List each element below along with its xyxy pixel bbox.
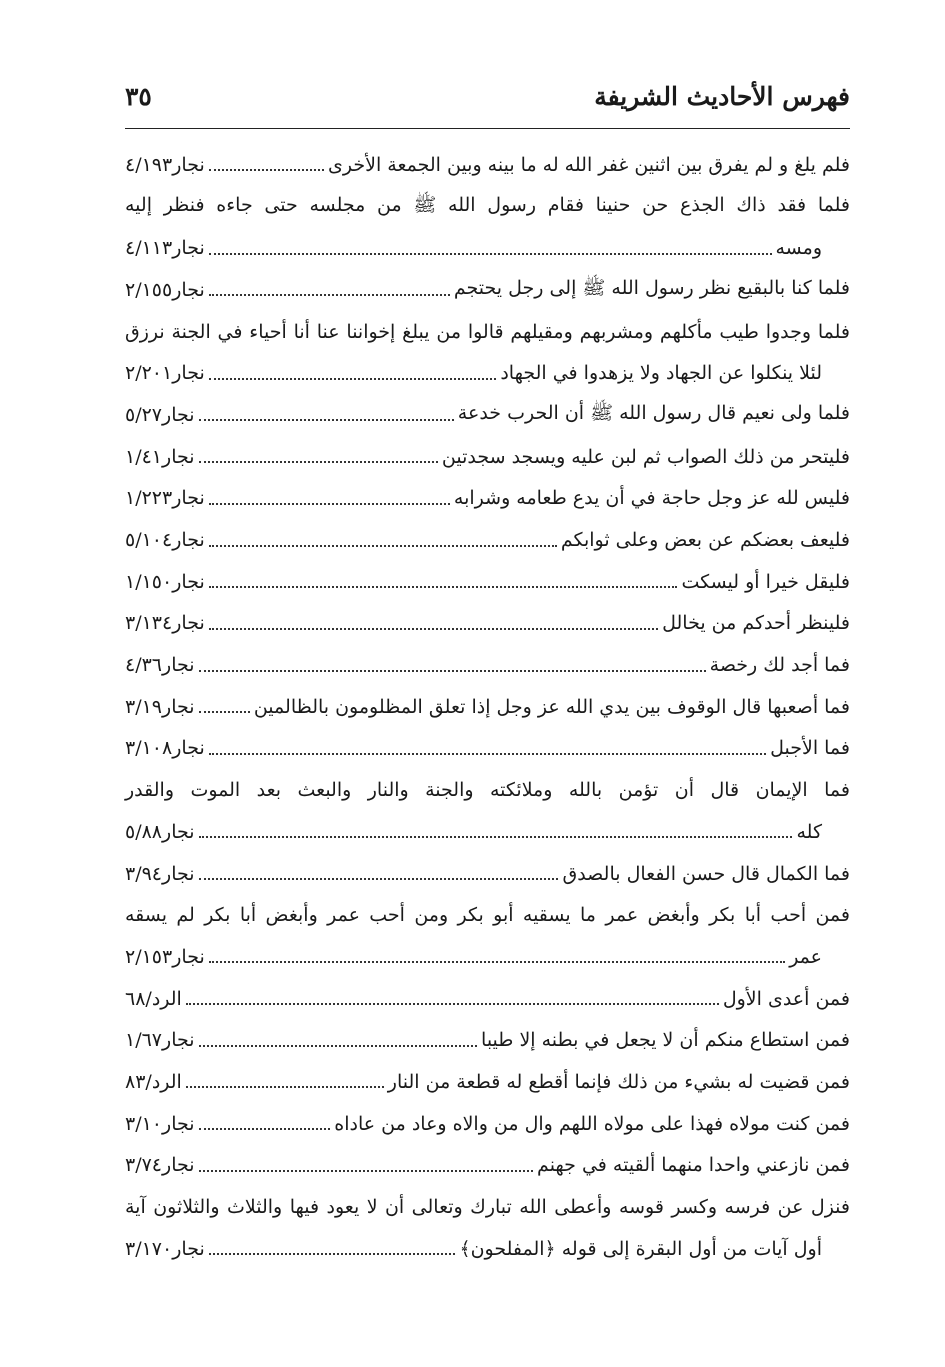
dot-leader (209, 627, 658, 630)
entry-reference: نجار٣/١٩ (125, 695, 195, 718)
index-entry (125, 561, 850, 603)
dot-leader (209, 585, 678, 588)
dot-leader (199, 1127, 331, 1130)
dot-leader (209, 502, 450, 505)
entry-text: فلما كنا بالبقيع نظر رسول الله ﷺ إلى رجل يحتجم (453, 276, 850, 299)
entry-text: فمن نازعني واحدا منهما ألقيته في جهنم (537, 1154, 850, 1177)
entry-text: فنزل عن فرسه وكسر قوسه وأعطى الله تبارك وتعالى أن لا يعود فيها والثلاث والثلاثون آية (125, 1196, 850, 1219)
entry-text: فما الأجبل (770, 737, 850, 760)
entry-reference: نجار١/٤١ (125, 445, 195, 468)
entry-reference: نجار٤/٣٦ (125, 654, 195, 677)
entry-reference: نجار٢/١٥٥ (125, 278, 205, 301)
dot-leader (199, 710, 250, 713)
entry-reference: نجار١/٢٢٣ (125, 487, 205, 510)
dot-leader (199, 877, 559, 880)
entry-reference: الرد/٦٨ (125, 987, 182, 1010)
entry-reference: نجار١/٦٧ (125, 1029, 195, 1052)
entry-reference: نجار٣/١٣٤ (125, 612, 205, 635)
entry-text: فلما ولى نعيم قال رسول الله ﷺ أن الحرب خدعة (457, 401, 850, 424)
index-entry (125, 978, 850, 1020)
entry-text: فمن أحب أبا بكر وأبغض عمر ما يسقيه أبو بكر ومن أحب عمر وأبغض أبا بكر لم يسقه (125, 904, 850, 927)
entry-text: فليتحر من ذلك الصواب ثم لبن عليه ويسجد سجدتين (441, 445, 850, 468)
entry-reference: نجار٣/١٠٨ (125, 737, 205, 760)
entry-text: فمن كنت مولاه فهذا على مولاه اللهم وال من والاه وعاد من عاداه (334, 1112, 850, 1135)
dot-leader (199, 669, 706, 672)
index-entry (125, 144, 850, 186)
index-entry (125, 186, 850, 228)
dot-leader (186, 1002, 719, 1005)
hadith-index-list (125, 144, 850, 1270)
index-entry (125, 519, 850, 561)
dot-leader (209, 293, 450, 296)
index-entry (125, 728, 850, 770)
entry-reference: نجار٥/٢٧ (125, 403, 195, 426)
entry-reference: نجار٤/١١٣ (125, 237, 205, 260)
entry-reference: نجار٤/١٩٣ (125, 153, 205, 176)
dot-leader (199, 1169, 533, 1172)
index-entry (125, 436, 850, 478)
dot-leader (186, 1085, 384, 1088)
index-entry (125, 603, 850, 645)
entry-text: فلما وجدوا طيب مأكلهم ومشربهم ومقيلهم قالوا من يبلغ إخواننا عنا أنا أحياء في الجنة نرزق (125, 320, 850, 343)
dot-leader (209, 252, 772, 255)
entry-text: فما الكمال قال حسن الفعال بالصدق (562, 862, 850, 885)
entry-reference: نجار٣/٧٤ (125, 1154, 195, 1177)
dot-leader (209, 1252, 456, 1255)
entry-text: ومسه (775, 237, 822, 260)
entry-text: فما أصعبها قال الوقوف بين يدي الله عز وجل إذا تعلق المظلومون بالظالمين (253, 695, 850, 718)
index-entry (125, 853, 850, 895)
entry-text: فليس لله عز وجل حاجة في أن يدع طعامه وشرابه (453, 487, 850, 510)
index-entry (125, 352, 850, 394)
index-entry (125, 811, 850, 853)
index-entry (125, 1228, 850, 1270)
entry-reference: نجار٣/٩٤ (125, 862, 195, 885)
page-title: فهرس الأحاديث الشريفة (594, 82, 850, 111)
entry-text: عمر (789, 945, 822, 968)
index-entry (125, 1145, 850, 1187)
dot-leader (209, 544, 557, 547)
entry-reference: نجار٢/٢٠١ (125, 362, 205, 385)
entry-reference: نجار١/١٥٠ (125, 570, 205, 593)
dot-leader (199, 418, 454, 421)
page-header (125, 78, 850, 120)
index-entry (125, 394, 850, 436)
entry-reference: نجار٥/٨٨ (125, 820, 195, 843)
entry-text: فليعف بعضكم عن بعض وعلى ثوابكم (560, 529, 850, 552)
entry-text: لئلا ينكلوا عن الجهاد ولا يزهدوا في الجهاد (500, 362, 822, 385)
index-entry (125, 478, 850, 520)
entry-text: فمن استطاع منكم أن لا يجعل في بطنه إلا طيبا (481, 1029, 850, 1052)
dot-leader (199, 460, 438, 463)
entry-reference: الرد/٨٣ (125, 1070, 182, 1093)
index-entry (125, 1061, 850, 1103)
header-rule (125, 128, 850, 129)
entry-text: فمن قضيت له بشيء من ذلك فإنما أقطع له قطعة من النار (387, 1070, 850, 1093)
dot-leader (209, 377, 497, 380)
index-entry (125, 894, 850, 936)
entry-text: كله (796, 820, 822, 843)
entry-text: فلما فقد ذاك الجذع حن حنينا فقام رسول الله ﷺ من مجلسه حتى جاءه فنظر إليه (125, 193, 850, 216)
index-entry (125, 269, 850, 311)
entry-text: أول آيات من أول البقرة إلى قوله ﴿المفلحون﴾ (459, 1237, 822, 1260)
index-entry (125, 1019, 850, 1061)
entry-text: فمن أعدى الأول (722, 987, 850, 1010)
index-entry (125, 769, 850, 811)
entry-reference: نجار٣/١٠ (125, 1112, 195, 1135)
entry-text: فما الإيمان قال أن تؤمن بالله وملائكته والجنة والنار والبعث بعد الموت والقدر (125, 779, 850, 802)
entry-reference: نجار٣/١٧٠ (125, 1237, 205, 1260)
index-entry (125, 936, 850, 978)
dot-leader (209, 960, 785, 963)
entry-text: فلينظر أحدكم من يخالل (662, 612, 850, 635)
index-entry (125, 311, 850, 353)
index-entry (125, 227, 850, 269)
index-entry (125, 644, 850, 686)
entry-reference: نجار٥/١٠٤ (125, 529, 205, 552)
page-number: ٣٥ (125, 82, 152, 111)
dot-leader (199, 835, 793, 838)
index-entry (125, 1103, 850, 1145)
entry-text: فما أجد لك رخصة (709, 654, 850, 677)
index-entry (125, 1186, 850, 1228)
dot-leader (199, 1044, 477, 1047)
dot-leader (209, 752, 766, 755)
entry-reference: نجار٢/١٥٣ (125, 945, 205, 968)
index-entry (125, 686, 850, 728)
entry-text: فلم يلغ و لم يفرق بين اثنين غفر الله له ما بينه وبين الجمعة الأخرى (328, 153, 850, 176)
dot-leader (209, 168, 324, 171)
entry-text: فليقل خيرا أو ليسكت (681, 570, 850, 593)
